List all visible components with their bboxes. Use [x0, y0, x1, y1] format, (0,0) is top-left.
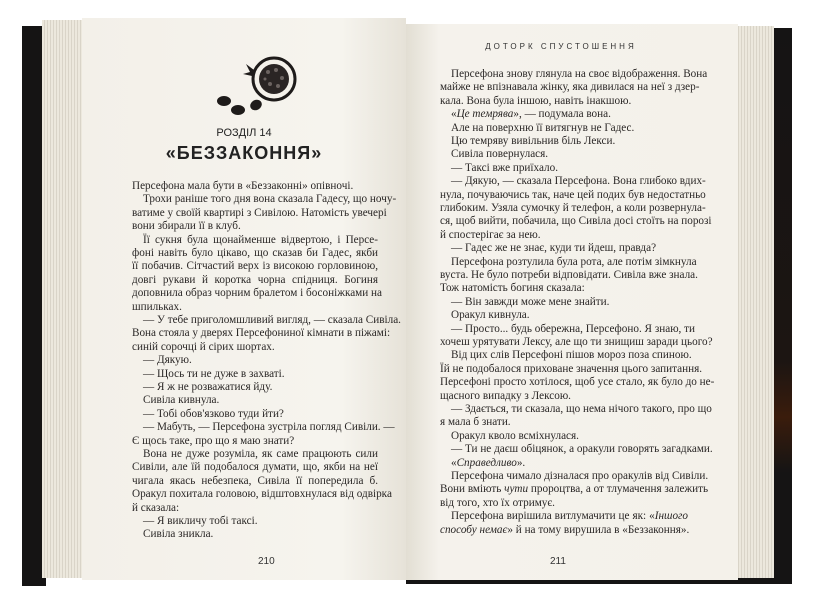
italic-text: Іншого	[654, 510, 688, 523]
text-line: шпильках.	[132, 300, 182, 313]
text-line: Сивіла повернулася.	[451, 148, 549, 161]
text-line: Оракул кивнула.	[451, 309, 530, 322]
text-line: Їй не подобалося приховане значення цього запитання.	[440, 362, 703, 375]
text-line: — Здається, ти сказала, що нема нічого такого, про що	[451, 403, 712, 415]
text-segment: Персефона вирішила витлумачити це як: «	[451, 510, 655, 523]
pomegranate-illustration	[210, 52, 310, 127]
text-line: Трохи раніше того дня вона сказала Гадесу, що ночу-	[143, 193, 397, 206]
text-line: Але на поверхню її витягнув не Гадес.	[451, 121, 635, 134]
text-line: Тож натомість богиня сказала:	[440, 282, 585, 295]
text-line: Оракул кволо всміхнулася.	[451, 429, 579, 442]
text-line: я мала б знати.	[440, 416, 511, 429]
text-line: синій сорочці й сірих шортах.	[132, 340, 275, 353]
chapter-label: РОЗДІЛ 14	[216, 127, 272, 139]
text-line	[451, 108, 688, 121]
text-line: Персефона розтулила була рота, але потім зімкнула	[451, 255, 697, 268]
text-line: Сивіла кивнула.	[143, 394, 220, 407]
italic-text: Це темрява	[456, 108, 514, 121]
text-line: Персефоні просто хотілося, щоб усе стало, як було до не-	[440, 376, 715, 389]
text-line: нула, почуваючись так, наче цей подих був недостатньо	[440, 188, 706, 201]
italic-text: чути	[504, 483, 529, 496]
text-line: Персефона чимало дізналася про оракулів від Сивіли.	[451, 470, 709, 482]
text-line: — Щось ти не дуже в захваті.	[143, 367, 285, 380]
text-line: Персефона знову глянула на своє відображення. Вона	[451, 68, 708, 80]
text-line: вуста. Не було потреби відповідати. Сивіла вже знала.	[440, 269, 698, 281]
text-line: — Ти не даєш обіцянок, а оракули говорять загадками.	[451, 443, 713, 456]
text-segment: ».	[516, 456, 526, 469]
text-segment: » й на тому вирушила в «Беззаконня».	[507, 523, 690, 536]
text-line	[451, 457, 688, 470]
text-line: Вона не дуже розуміла, як саме працюють сили	[143, 448, 378, 460]
text-line: Сивіли, але їй подобалося думати, що, якби на неї	[132, 461, 378, 474]
text-line	[440, 524, 688, 537]
text-line: ватиме у своїй квартирі з Сивілою. Натомість увечері	[132, 206, 387, 219]
text-segment: «	[451, 108, 457, 121]
text-line: Цю темряву вивільнив біль Лекси.	[451, 135, 616, 147]
text-line: — Таксі вже приїхало.	[451, 161, 558, 174]
text-line: доповнила образ чорним бралетом і босоніжками на	[132, 287, 382, 300]
text-line: Від цих слів Персефоні пішов мороз поза спиною.	[451, 349, 692, 362]
text-line: чигала якась небезпека, Сивіла її попередила б.	[132, 474, 378, 487]
page-number-left: 210	[258, 556, 275, 567]
text-line: Є щось таке, про що я маю знати?	[132, 434, 295, 447]
chapter-title: «БЕЗЗАКОННЯ»	[165, 143, 323, 163]
text-line: Сивіла зникла.	[143, 528, 214, 541]
text-segment: », — подумала вона.	[513, 108, 611, 121]
text-line: Оракул похитала головою, відштовхнулася від одвірка	[132, 488, 392, 501]
text-line: ся, щоб вийти, побачила, що Сивіла досі стоїть на порозі	[440, 215, 712, 228]
text-line: — Він завжди може мене знайти.	[451, 295, 610, 308]
text-line: — Дякую, — сказала Персефона. Вона глибоко вдих-	[451, 175, 706, 188]
text-line: Вона стояла у дверях Персефониної кімнати в піжамі:	[132, 327, 391, 340]
text-line	[440, 483, 709, 496]
text-line: від того, хто їх отримує.	[440, 496, 555, 509]
text-line: глибоким. Узяла сумочку й телефон, а коли розвернула-	[440, 202, 706, 214]
text-segment: «	[451, 456, 457, 469]
text-segment: пророцтва, а от тлумачення залежить	[528, 483, 709, 496]
text-line: — Просто... будь обережна, Персефоно. Я знаю, ти	[451, 322, 696, 335]
text-line: її побачив. Сітчастий верх із високою горловиною,	[132, 260, 378, 273]
page-number-right: 211	[550, 556, 566, 567]
text-segment: Вони вміють	[440, 483, 505, 496]
text-line: — Мабуть, — Персефона зустріла погляд Сивіли. —	[143, 421, 395, 434]
text-line: кала. Вона була іншою, навіть інакшою.	[440, 94, 632, 107]
running-head: ДОТОРК СПУСТОШЕННЯ	[485, 42, 637, 51]
text-line	[451, 510, 688, 523]
text-line: — Я ж не розважатися йду.	[143, 381, 273, 393]
text-line: — Гадес же не знає, куди ти йдеш, правда?	[451, 242, 657, 255]
text-line: й сказала:	[132, 501, 180, 514]
text-line: хочеш урятувати Лексу, але що ти знищиш заради цього?	[440, 336, 713, 348]
italic-text: Справедливо	[456, 456, 517, 469]
italic-text: способу немає	[440, 523, 508, 536]
text-line: довгі рукави й коротка чорна спідниця. Богиня	[132, 273, 378, 286]
page-stack-left	[42, 20, 84, 578]
text-line: — Я викличу тобі таксі.	[143, 515, 258, 527]
text-line: щасного випадку з Лексою.	[440, 389, 571, 402]
text-line: — Дякую.	[143, 354, 192, 367]
text-line: фоні навіть було цікаво, що сказав би Гадес, якби	[132, 247, 378, 259]
text-line: — Тобі обов'язково туди йти?	[143, 407, 284, 420]
text-line: й спостерігає за нею.	[440, 228, 541, 241]
text-line: вони збирали її в клуб.	[132, 220, 241, 233]
text-line: — У тебе приголомшливий вигляд, — сказала Сивіла.	[143, 314, 401, 326]
text-line: Персефона мала бути в «Беззаконні» опівночі.	[132, 180, 354, 192]
page-stack-right	[736, 26, 774, 578]
text-line: Її сукня була щонайменше відвертою, і Персе-	[143, 233, 378, 246]
text-line: майже не впізнавала жінку, яка дивилася на неї з дзер-	[440, 81, 700, 94]
